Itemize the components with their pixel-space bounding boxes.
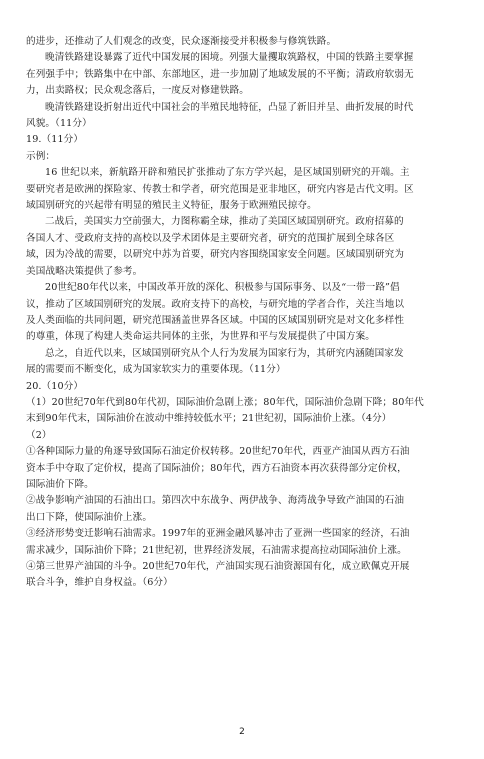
text-line: （1）20世纪70年代到80年代初，国际油价急剧上涨；80年代，国际油价急剧下降；80年代 (26, 396, 424, 408)
text-line: ④第三世界产油国的斗争。20世纪70年代，产油国实现石油资源国有化，成立欧佩克开展 (26, 561, 410, 572)
text-line: 出口下降，使国际油价上涨。 (26, 511, 153, 523)
text-line: 晚清铁路建设折射出近代中国社会的半殖民地特征，凸显了新旧并呈、曲折发展的时代 (45, 101, 414, 113)
text-line: 20世纪80年代以来，中国改革开放的深化、积极参与国际事务、以及“一带一路”倡 (45, 282, 400, 294)
text-line: ②战争影响产油国的石油出口。第四次中东战争、两伊战争、海湾战争导致产油国的石油 (26, 495, 405, 507)
text-line: 二战后，美国实力空前强大，力图称霸全球，推动了美国区域国别研究。政府招募的 (45, 216, 404, 228)
text-line: 要研究者是欧洲的探险家、传教士和学者，研究范围是亚非地区，研究内容是古代文明。区 (26, 183, 414, 195)
text-line: 在列强手中；铁路集中在中部、东部地区，进一步加剧了地域发展的不平衡；清政府软弱无 (26, 68, 414, 80)
text-line: 力，出卖路权；民众观念落后，一度反对修建铁路。 (26, 85, 249, 97)
text-line: 需求减少，国际油价下降；21世纪初，世界经济发展，石油需求提高拉动国际油价上涨。 (26, 544, 407, 556)
text-line: 16 世纪以来，新航路开辟和殖民扩张推动了东方学兴起，是区域国别研究的开端。主 (45, 167, 410, 179)
text-line: 美国战略决策提供了参考。 (26, 265, 143, 277)
text-line: 国际油价下降。 (26, 478, 94, 490)
text-line: 示例： (26, 150, 56, 162)
text-line: 及人类面临的共同问题，研究范围涵盖世界各区域。中国的区域国别研究是对文化多样性 (26, 314, 405, 326)
text-line: 20.（10分） (26, 380, 84, 392)
text-line: ③经济形势变迁影响石油需求。1997年的亚洲金融风暴冲击了亚洲一些国家的经济，石油 (26, 528, 410, 540)
text-line: 展的需要而不断变化，成为国家软实力的重要体现。（11分） (26, 364, 286, 376)
text-line: （2） (26, 429, 52, 441)
text-line: 域国别研究的兴起带有明显的殖民主义特征，服务于欧洲殖民掠夺。 (26, 200, 317, 212)
text-line: 域，因为冷战的需要，以研究中苏为首要，研究内容围绕国家安全问题。区域国别研究为 (26, 249, 405, 261)
text-line: 资本手中夺取了定价权，提高了国际油价；80年代，西方石油资本再次获得部分定价权， (26, 462, 407, 474)
text-line: 的进步，还推动了人们观念的改变，民众逐渐接受并积极参与修筑铁路。 (26, 36, 337, 47)
text-line: 晚清铁路建设暴露了近代中国发展的困境。列强大量攫取筑路权，中国的铁路主要掌握 (45, 52, 414, 64)
text-line: 19.（11分） (26, 134, 84, 146)
text-line: 联合斗争，维护自身权益。（6分） (26, 577, 173, 589)
text-line: 风貌。（11分） (26, 118, 92, 130)
text-line: 末到90年代末，国际油价在波动中维持较低水平；21世纪初，国际油价上涨。（4分） (26, 413, 392, 425)
text-line: ①各种国际力量的角逐导致国际石油定价权转移。20世纪70年代，西亚产油国从西方石油 (26, 446, 410, 458)
document-body (26, 34, 458, 592)
text-line: 各国人才、受政府支持的高校以及学术团体是主要研究者，研究的范围扩展到全球各区 (26, 232, 395, 244)
text-line: 总之，自近代以来，区域国别研究从个人行为发展为国家行为，其研究内涵随国家发 (45, 347, 404, 359)
text-line: 议，推动了区域国别研究的发展。政府支持下的高校，与研究地的学者合作，关注当地以 (26, 298, 405, 310)
page-number: 2 (239, 727, 245, 737)
text-line: 的尊重，体现了构建人类命运共同体的主张，为世界和平与发展提供了中国方案。 (26, 331, 375, 343)
